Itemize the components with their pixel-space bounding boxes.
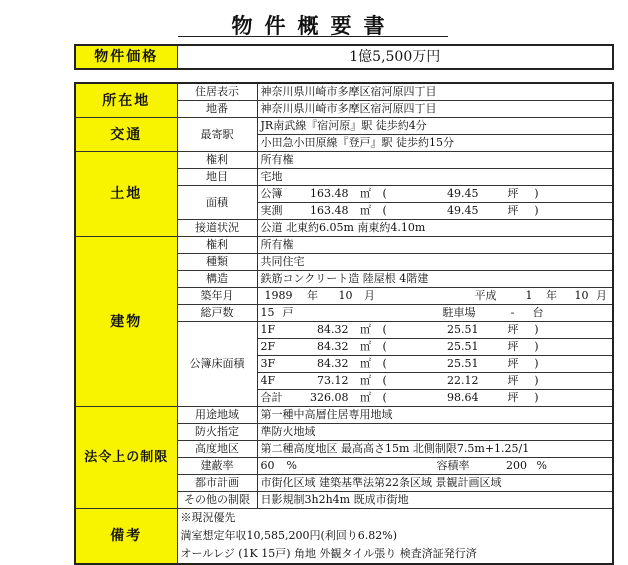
close-paren: )	[534, 323, 539, 336]
month-unit: 月	[364, 289, 375, 302]
coverage-ratio-value	[257, 458, 613, 475]
use-zone-value: 第一種中高層住居専用地域	[257, 407, 613, 424]
actual-sqm: 163.48	[310, 204, 349, 217]
open-paren: (	[382, 323, 387, 336]
land-area-actual	[257, 203, 613, 220]
open-paren: (	[382, 391, 387, 404]
land-rights-value: 所有権	[257, 152, 613, 169]
city-plan-value: 市街化区域 建築基準法第22条区域 景観計画区域	[257, 475, 613, 492]
floor-row	[257, 339, 613, 356]
remarks-category: 備考	[75, 509, 177, 565]
land-type-value: 宅地	[257, 169, 613, 186]
fire-zone-label: 防火指定	[177, 424, 257, 441]
pct-unit: %	[536, 459, 547, 472]
total-units: 15	[260, 306, 275, 319]
sqm-unit: ㎡	[360, 357, 371, 370]
remarks-line-1: ※現況優先	[177, 509, 613, 528]
units-unit: 戸	[282, 306, 294, 319]
tsubo-unit: 坪	[507, 374, 519, 387]
floor-tsubo: 25.51	[447, 357, 479, 370]
public-label: 公簿	[260, 187, 283, 200]
bcr-value: 60	[260, 459, 275, 472]
actual-tsubo: 49.45	[447, 204, 479, 217]
sqm-unit: ㎡	[360, 374, 371, 387]
tsubo-unit: 坪	[507, 357, 519, 370]
public-tsubo: 49.45	[447, 187, 479, 200]
far-label: 容積率	[436, 459, 470, 472]
floor-tsubo: 98.64	[447, 391, 479, 404]
close-paren: )	[534, 204, 539, 217]
floor-sqm: 84.32	[317, 340, 349, 353]
floor-sqm: 326.08	[310, 391, 349, 404]
tsubo-unit: 坪	[507, 204, 519, 217]
land-category: 土地	[75, 152, 177, 237]
building-kind-value: 共同住宅	[257, 254, 613, 271]
open-paren: (	[382, 374, 387, 387]
built-date-value	[257, 288, 613, 305]
fire-zone-value: 準防火地域	[257, 424, 613, 441]
price-table	[74, 44, 614, 70]
height-district-label: 高度地区	[177, 441, 257, 458]
sqm-unit: ㎡	[360, 187, 371, 200]
land-type-label: 地目	[177, 169, 257, 186]
building-category: 建物	[75, 237, 177, 407]
floor-tsubo: 25.51	[447, 323, 479, 336]
location-category: 所在地	[75, 83, 177, 118]
road-access-value: 公道 北東約6.05m 南東約4.10m	[257, 220, 613, 237]
floor-tsubo: 25.51	[447, 340, 479, 353]
price-value: 1億5,500万円	[177, 45, 613, 69]
close-paren: )	[534, 391, 539, 404]
sqm-unit: ㎡	[360, 323, 371, 336]
era-month: 10	[574, 289, 589, 302]
building-rights-value: 所有権	[257, 237, 613, 254]
total-units-label: 総戸数	[177, 305, 257, 322]
tsubo-unit: 坪	[507, 340, 519, 353]
open-paren: (	[382, 204, 387, 217]
building-kind-label: 種類	[177, 254, 257, 271]
built-date-label: 築年月	[177, 288, 257, 305]
land-area-public	[257, 186, 613, 203]
structure-label: 構造	[177, 271, 257, 288]
city-plan-label: 都市計画	[177, 475, 257, 492]
floor-name: 合計	[260, 391, 283, 404]
close-paren: )	[534, 374, 539, 387]
use-zone-label: 用途地域	[177, 407, 257, 424]
open-paren: (	[382, 357, 387, 370]
far-value: 200	[506, 459, 527, 472]
lot-number-value: 神奈川県川崎市多摩区宿河原四丁目	[257, 101, 613, 118]
remarks-line-3: オールレジ (1K 15戸) 角地 外観タイル張り 検査済証発行済	[177, 545, 613, 564]
road-access-label: 接道状況	[177, 220, 257, 237]
floor-row	[257, 373, 613, 390]
close-paren: )	[534, 357, 539, 370]
built-year: 1989	[264, 289, 293, 302]
year-unit: 年	[307, 289, 318, 302]
close-paren: )	[534, 187, 539, 200]
open-paren: (	[382, 187, 387, 200]
address-value: 神奈川県川崎市多摩区宿河原四丁目	[257, 83, 613, 101]
floor-row	[257, 322, 613, 339]
close-paren: )	[534, 340, 539, 353]
remarks-line-2: 満室想定年収10,585,200円(利回り6.82%)	[177, 527, 613, 545]
floor-total-row	[257, 390, 613, 407]
floor-name: 3F	[260, 357, 276, 370]
built-month: 10	[338, 289, 353, 302]
station-line-2: 小田急小田原線『登戸』駅 徒歩約15分	[257, 135, 613, 152]
lot-number-label: 地番	[177, 101, 257, 118]
floor-sqm: 84.32	[317, 323, 349, 336]
era-year-unit: 年	[546, 289, 557, 302]
height-district-value: 第二種高度地区 最高高さ15m 北側制限7.5m+1.25/1	[257, 441, 613, 458]
sqm-unit: ㎡	[360, 340, 371, 353]
parking-label: 駐車場	[442, 306, 476, 319]
actual-label: 実測	[260, 204, 283, 217]
land-rights-label: 権利	[177, 152, 257, 169]
floor-area-label: 公簿床面積	[177, 322, 257, 407]
floor-sqm: 84.32	[317, 357, 349, 370]
price-label: 物件価格	[75, 45, 177, 69]
floor-name: 2F	[260, 340, 276, 353]
transport-category: 交通	[75, 118, 177, 152]
parking-value: -	[510, 306, 515, 319]
coverage-ratio-label: 建蔽率	[177, 458, 257, 475]
floor-tsubo: 22.12	[447, 374, 479, 387]
pct-unit: %	[286, 459, 297, 472]
building-rights-label: 権利	[177, 237, 257, 254]
law-category: 法令上の制限	[75, 407, 177, 509]
era-year: 1	[525, 289, 533, 302]
sqm-unit: ㎡	[360, 391, 371, 404]
floor-name: 4F	[260, 374, 276, 387]
sqm-unit: ㎡	[360, 204, 371, 217]
tsubo-unit: 坪	[507, 391, 519, 404]
land-area-label: 面積	[177, 186, 257, 220]
other-restriction-value: 日影規制3h2h4m 既成市街地	[257, 492, 613, 509]
total-units-value	[257, 305, 613, 322]
document-title: 物件概要書	[231, 13, 397, 38]
tsubo-unit: 坪	[507, 323, 519, 336]
parking-unit: 台	[532, 306, 544, 319]
floor-row	[257, 356, 613, 373]
tsubo-unit: 坪	[507, 187, 519, 200]
structure-value: 鉄筋コンクリート造 陸屋根 4階建	[257, 271, 613, 288]
property-summary-table	[74, 82, 614, 565]
open-paren: (	[382, 340, 387, 353]
station-line-1: JR南武線『宿河原』駅 徒歩約4分	[257, 118, 613, 135]
nearest-station-label: 最寄駅	[177, 118, 257, 152]
public-sqm: 163.48	[310, 187, 349, 200]
other-restriction-label: その他の制限	[177, 492, 257, 509]
era-month-unit: 月	[596, 289, 607, 302]
floor-name: 1F	[260, 323, 276, 336]
era-name: 平成	[474, 289, 497, 302]
address-label: 住居表示	[177, 83, 257, 101]
title-underline	[178, 36, 448, 37]
floor-sqm: 73.12	[317, 374, 349, 387]
